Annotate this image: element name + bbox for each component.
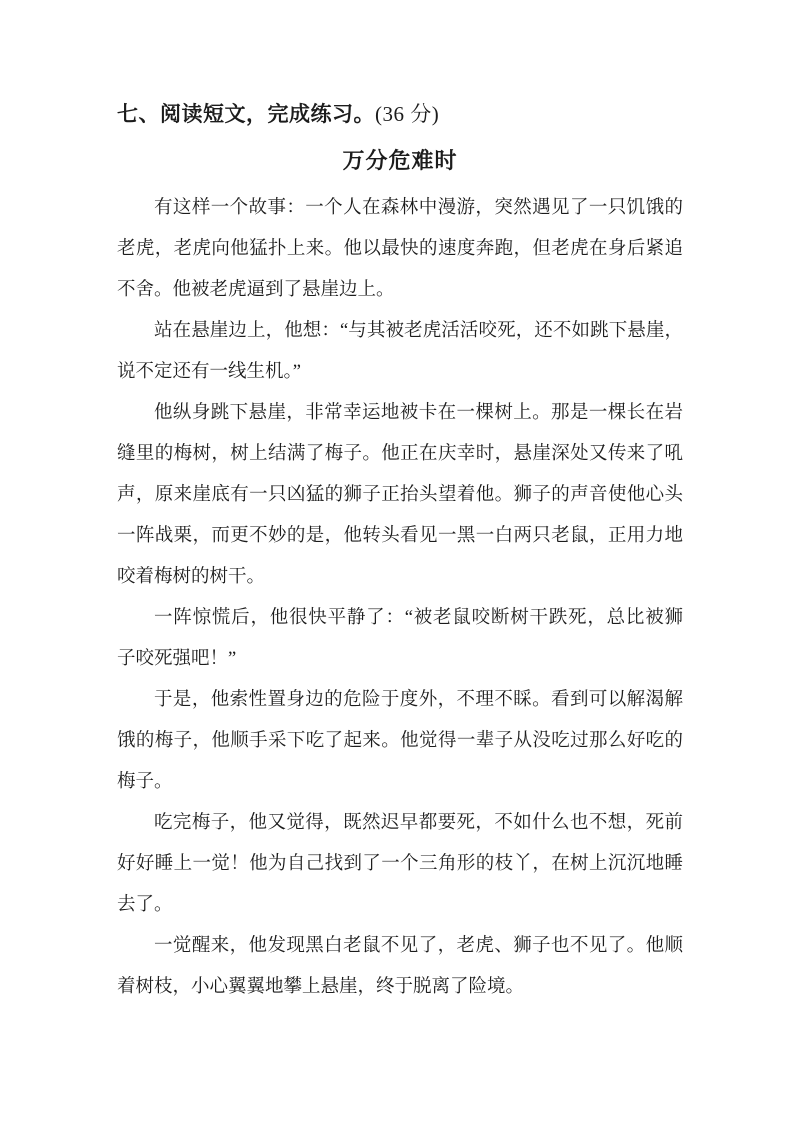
passage-line: 一阵惊慌后，他很快平静了：“被老鼠咬断树干跌死，总比被狮 [154, 608, 683, 628]
passage-line: 有这样一个故事：一个人在森林中漫游，突然遇见了一只饥饿的 [154, 198, 683, 218]
passage-line: 梅子。 [117, 772, 173, 792]
passage-body [117, 188, 683, 1008]
passage-line: 一阵战栗，而更不妙的是，他转头看见一黑一白两只老鼠，正用力地 [117, 526, 683, 546]
passage-line: 声，原来崖底有一只凶猛的狮子正抬头望着他。狮子的声音使他心头 [117, 485, 683, 505]
passage-line: 一觉醒来，他发现黑白老鼠不见了，老虎、狮子也不见了。他顺 [154, 936, 683, 956]
passage-line: 站在悬崖边上，他想：“与其被老虎活活咬死，还不如跳下悬崖， [154, 321, 683, 341]
passage-line: 饿的梅子，他顺手采下吃了起来。他觉得一辈子从没吃过那么好吃的 [117, 731, 683, 751]
passage-line: 缝里的梅树，树上结满了梅子。他正在庆幸时，悬崖深处又传来了吼 [117, 444, 683, 464]
passage-title: 万分危难时 [342, 148, 458, 173]
section-heading-text: 七、阅读短文，完成练习。 [117, 103, 375, 126]
section-heading [117, 100, 683, 129]
passage-line: 说不定还有一线生机。” [117, 362, 301, 382]
passage-line: 咬着梅树的树干。 [117, 567, 266, 587]
passage-line: 去了。 [117, 895, 173, 915]
section-score: (36 分) [375, 102, 440, 126]
passage-line: 着树枝，小心翼翼地攀上悬崖，终于脱离了险境。 [117, 977, 525, 997]
passage-line: 老虎，老虎向他猛扑上来。他以最快的速度奔跑，但老虎在身后紧追 [117, 239, 683, 259]
passage-line: 吃完梅子，他又觉得，既然迟早都要死，不如什么也不想，死前 [154, 813, 683, 833]
passage-line: 于是，他索性置身边的危险于度外，不理不睬。看到可以解渴解 [154, 690, 683, 710]
passage-line: 他纵身跳下悬崖，非常幸运地被卡在一棵树上。那是一棵长在岩 [154, 403, 683, 423]
passage-line: 不舍。他被老虎逼到了悬崖边上。 [117, 280, 395, 300]
passage-line: 好好睡上一觉！他为自己找到了一个三角形的枝丫，在树上沉沉地睡 [117, 854, 683, 874]
passage-line: 子咬死强吧！” [117, 649, 237, 669]
